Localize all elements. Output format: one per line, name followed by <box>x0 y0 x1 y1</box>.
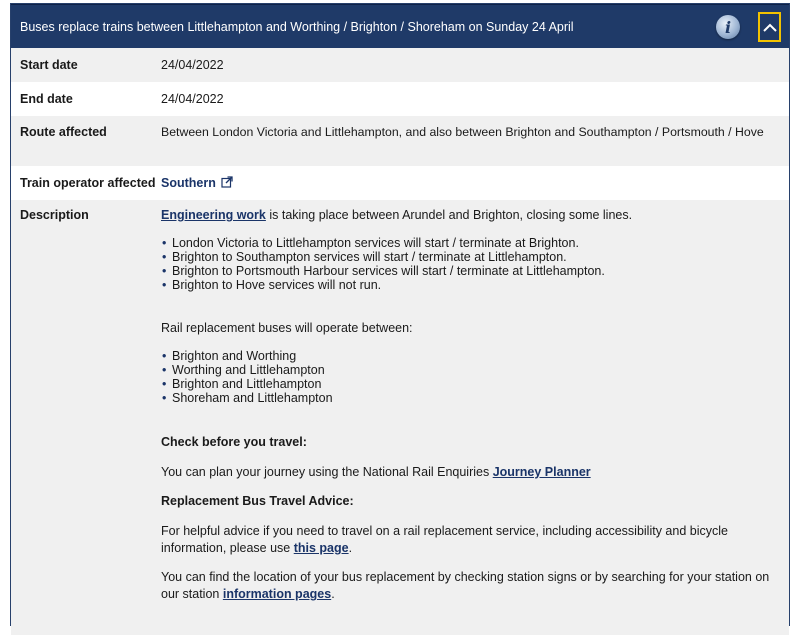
advice-heading: Replacement Bus Travel Advice: <box>161 494 354 508</box>
start-date-row <box>11 48 789 82</box>
list-item: • Brighton to Portsmouth Harbour services will start / terminate at Littlehampton. <box>172 264 781 278</box>
buses-intro: Rail replacement buses will operate between: <box>161 321 413 335</box>
description-row <box>11 200 789 635</box>
advice-paragraph: For helpful advice if you need to travel on a rail replacement service, including accessibility and bicycle information, please use this page. <box>161 524 728 555</box>
list-item: • Worthing and Littlehampton <box>172 363 781 377</box>
operator-link[interactable]: Southern <box>161 176 216 190</box>
this-page-link[interactable]: this page <box>293 541 349 555</box>
services-list <box>161 236 781 292</box>
information-pages-link[interactable]: information pages <box>222 587 332 601</box>
list-item: • Brighton and Littlehampton <box>172 377 781 391</box>
external-link-icon[interactable] <box>221 176 233 188</box>
disruption-panel <box>10 3 790 626</box>
info-icon[interactable]: i <box>716 15 740 39</box>
list-item: • Shoreham and Littlehampton <box>172 391 781 405</box>
location-paragraph: You can find the location of your bus replacement by checking station signs or by searching for your station on our station information pages. <box>161 570 770 601</box>
list-item: • Brighton and Worthing <box>172 349 781 363</box>
bus-routes-list <box>161 349 781 405</box>
page-title: Buses replace trains between Littlehampton and Worthing / Brighton / Shoreham on Sunday 24 April <box>20 19 574 34</box>
engineering-work-link[interactable]: Engineering work <box>161 208 266 222</box>
check-heading: Check before you travel: <box>161 435 307 449</box>
journey-planner-link[interactable]: Journey Planner <box>492 465 591 479</box>
list-item: • Brighton to Southampton services will start / terminate at Littlehampton. <box>172 250 781 264</box>
intro-paragraph: Engineering work is taking place between Arundel and Brighton, closing some lines. <box>161 208 633 222</box>
plan-paragraph: You can plan your journey using the National Rail Enquiries Journey Planner <box>161 465 591 479</box>
end-date-value: 24/04/2022 <box>161 92 224 106</box>
start-date-value: 24/04/2022 <box>161 58 224 72</box>
list-item: • London Victoria to Littlehampton services will start / terminate at Brighton. <box>172 236 781 250</box>
description-body <box>161 208 789 635</box>
end-date-label: End date <box>20 92 73 106</box>
description-label: Description <box>20 208 89 222</box>
chevron-up-icon <box>763 23 777 32</box>
operator-row <box>11 166 789 200</box>
route-row <box>11 116 789 166</box>
route-label: Route affected <box>20 125 107 139</box>
route-value: Between London Victoria and Littlehampton, and also between Brighton and Southampton / Portsmouth / Hove <box>161 125 764 139</box>
collapse-button[interactable] <box>758 12 781 42</box>
operator-label: Train operator affected <box>20 176 156 190</box>
start-date-label: Start date <box>20 58 78 72</box>
end-date-row <box>11 82 789 116</box>
list-item: • Brighton to Hove services will not run. <box>172 278 781 292</box>
panel-header[interactable] <box>11 4 789 48</box>
